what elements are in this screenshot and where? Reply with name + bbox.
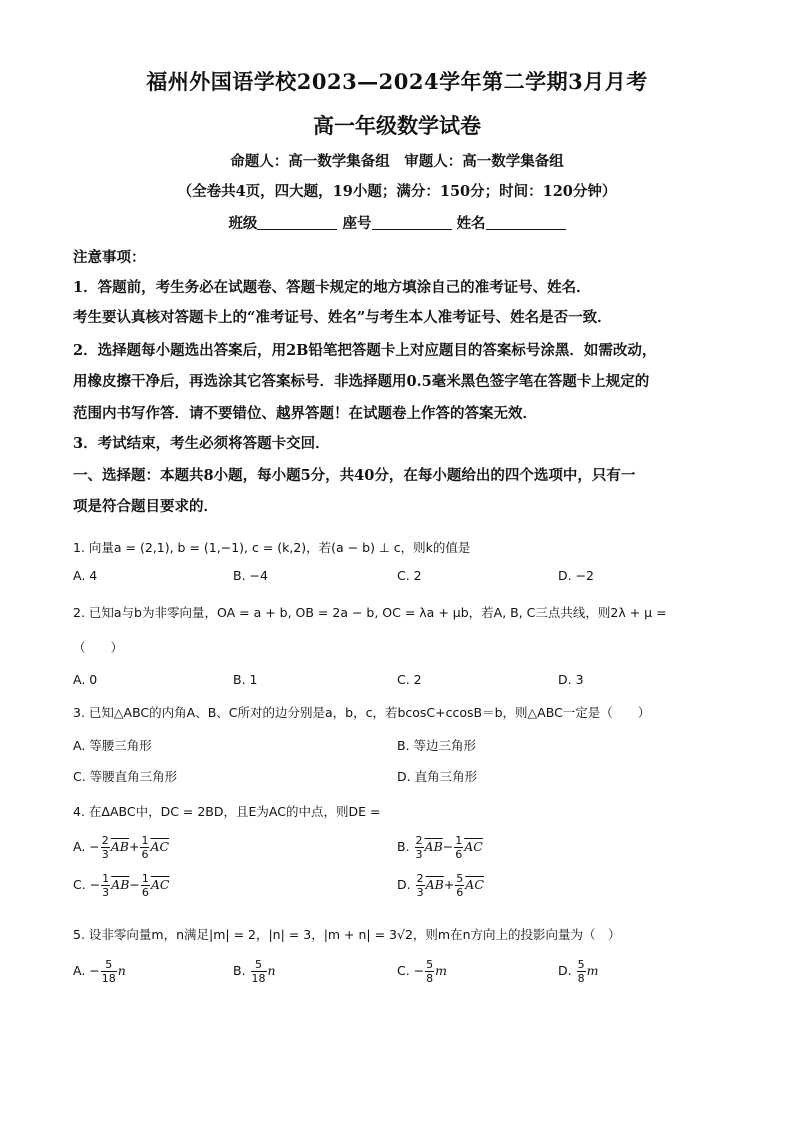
q4-option-c-expr: − $\frac{1}{3}$ $\overline{AB}-$ $\frac{1}{6}$ $\overline{AC}$ <box>89 872 170 899</box>
class-blank[interactable] <box>257 215 337 230</box>
q4-option-b-expr: $\frac{2}{3}$ $\overline{AB}-$ $\frac{1}{6}$ $\overline{AC}$ <box>415 834 483 861</box>
q5-option-c[interactable] <box>397 958 447 985</box>
exam-subtitle: 高一年级数学试卷 <box>313 113 481 138</box>
seat-label: 座号 <box>342 215 372 232</box>
seat-blank[interactable] <box>372 215 452 230</box>
q1-option-c[interactable]: C. 2 <box>397 568 422 583</box>
notice-p3: 3．考试结束，考生必须将答题卡交回． <box>73 435 330 452</box>
question-4: 4. 在ΔABC中，DC = 2BD，且E为AC的中点，则DE = <box>73 804 381 819</box>
notice-p2a: 2．选择题每小题选出答案后，用2B铅笔把答题卡上对应题目的答案标号涂黑．如需改动， <box>73 342 657 359</box>
q5-option-d-expr: $\frac{5}{8}$ m <box>577 958 599 985</box>
q5-option-b[interactable] <box>233 958 276 985</box>
student-fields <box>0 212 794 233</box>
question-5: 5. 设非零向量m，n满足|m| = 2，|n| = 3，|m + n| = 3√2，则m在n方向上的投影向量为（ ） <box>73 927 621 942</box>
q4-option-c[interactable] <box>73 872 169 899</box>
q4-option-d[interactable] <box>397 872 484 899</box>
q3-option-b[interactable]: B. 等边三角形 <box>397 738 477 753</box>
notice-heading: 注意事项： <box>73 249 146 266</box>
q2-option-b[interactable]: B. 1 <box>233 672 258 687</box>
question-1: 1. 向量a = (2,1), b = (1,−1), c = (k,2)，若(a − b) ⊥ c，则k的值是 <box>73 540 471 555</box>
q5-option-c-expr: − $\frac{5}{8}$ m <box>413 958 448 985</box>
q2-option-c[interactable]: C. 2 <box>397 672 422 687</box>
q3-option-c[interactable]: C. 等腰直角三角形 <box>73 769 178 784</box>
notice-p1a: 1．答题前，考生务必在试题卷、答题卡规定的地方填涂自己的准考证号、姓名． <box>73 279 591 296</box>
notice-p2b: 用橡皮擦干净后，再选涂其它答案标号．非选择题用0.5毫米黑色签字笔在答题卡上规定的 <box>73 373 650 390</box>
q5-option-a-label: A. <box>73 963 86 978</box>
q4-option-c-label: C. <box>73 877 86 892</box>
q1-option-a[interactable]: A. 4 <box>73 568 98 583</box>
q2-option-d[interactable]: D. 3 <box>558 672 584 687</box>
section1-line1: 一、选择题：本题共8小题，每小题5分，共40分，在每小题给出的四个选项中，只有一 <box>73 467 636 484</box>
exam-meta: （全卷共4页，四大题，19小题；满分：150分；时间：120分钟） <box>177 183 617 200</box>
q5-option-b-expr: $\frac{5}{18}$ n <box>251 958 276 985</box>
q5-option-a[interactable] <box>73 958 126 985</box>
q3-option-d[interactable]: D. 直角三角形 <box>397 769 478 784</box>
q5-option-b-label: B. <box>233 963 246 978</box>
q4-option-a-label: A. <box>73 839 86 854</box>
q5-option-d[interactable] <box>558 958 598 985</box>
name-blank[interactable] <box>486 215 566 230</box>
q4-option-a[interactable] <box>73 834 169 861</box>
q1-option-b[interactable]: B. −4 <box>233 568 268 583</box>
q4-option-b[interactable] <box>397 834 483 861</box>
question-3: 3. 已知△ABC的内角A、B、C所对的边分别是a，b，c，若bcosC+ccosB＝b，则△ABC一定是（ ） <box>73 705 651 720</box>
question-2: 2. 已知a与b为非零向量，OA = a + b, OB = 2a − b, OC = λa + μb，若A, B, C三点共线，则2λ + μ = <box>73 605 667 620</box>
q5-option-d-label: D. <box>558 963 572 978</box>
q1-option-d[interactable]: D. −2 <box>558 568 594 583</box>
section1-line2: 项是符合题目要求的． <box>73 498 218 515</box>
q2-option-a[interactable]: A. 0 <box>73 672 98 687</box>
exam-title: 福州外国语学校2023—2024学年第二学期3月月考 <box>146 69 648 94</box>
class-label: 班级 <box>228 215 258 232</box>
notice-p2c: 范围内书写作答．请不要错位、越界答题！在试题卷上作答的答案无效． <box>73 405 537 422</box>
notice-p1b: 考生要认真核对答题卡上的“准考证号、姓名”与考生本人准考证号、姓名是否一致． <box>73 309 612 326</box>
name-label: 姓名 <box>456 215 486 232</box>
q4-option-b-label: B. <box>397 839 410 854</box>
q3-option-a[interactable]: A. 等腰三角形 <box>73 738 152 753</box>
q5-option-a-expr: − $\frac{5}{18}$ n <box>89 958 126 985</box>
q4-option-d-expr: $\frac{2}{3}$ $\overline{AB}+$ $\frac{5}{6}$ $\overline{AC}$ <box>416 872 484 899</box>
question-2-paren: （ ） <box>73 640 124 655</box>
q5-option-c-label: C. <box>397 963 410 978</box>
q4-option-a-expr: − $\frac{2}{3}$ $\overline{AB}+$ $\frac{1}{6}$ $\overline{AC}$ <box>89 834 170 861</box>
exam-authors: 命题人：高一数学集备组 审题人：高一数学集备组 <box>230 153 564 170</box>
q4-option-d-label: D. <box>397 877 411 892</box>
